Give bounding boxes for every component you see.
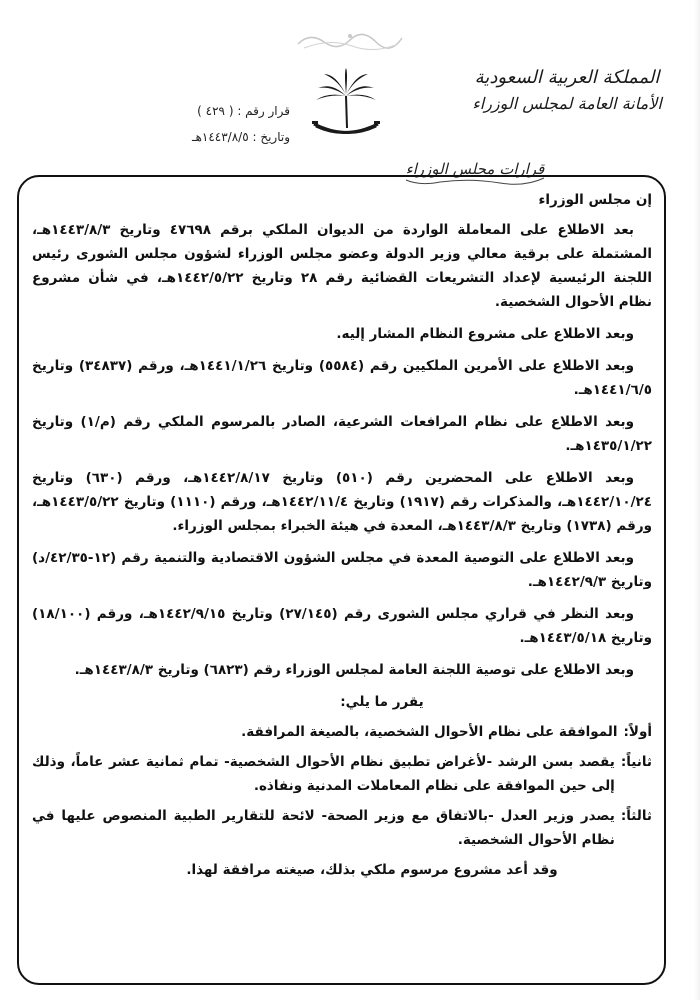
paragraph-4: وبعد الاطلاع على نظام المرافعات الشرعية، الصادر بالمرسوم الملكي رقم (م/١) وتاريخ ١٤٣٥/١/٢٢هـ.	[32, 414, 652, 454]
paragraph-5: وبعد الاطلاع على المحضرين رقم (٥١٠) وتاريخ ١٤٤٢/٨/١٧هـ، ورقم (٦٣٠) وتاريخ ١٤٤٢/١٠/٢٤هـ، والمذكرات رقم (١٩١٧) وتاريخ ١٤٤٢/١١/٤هـ، ورقم (١١١٠) وتاريخ ١٤٤٣/٥/٢٢هـ، ورقم (١٧٣٨) وتاريخ ١٤٤٣/٨/٣هـ، المعدة في هيئة الخبراء بمجلس الوزراء.	[32, 470, 653, 534]
top-watermark-mark	[290, 26, 410, 54]
decision-number-label: قرار رقم	[245, 104, 290, 118]
saudi-emblem	[308, 66, 384, 146]
clause-text: يصدر وزير العدل -بالاتفاق مع وزير الصحة- لائحة للتقارير الطبية المنصوص عليها في نظام الأحوال الشخصية.	[32, 808, 615, 848]
clause-text: الموافقة على نظام الأحوال الشخصية، بالصيغة المرافقة.	[241, 724, 618, 740]
decision-meta	[100, 98, 290, 150]
page-edge-shadow	[694, 0, 700, 1000]
decision-date-line: وتاريخ : ١٤٤٣/٨/٥هـ	[192, 130, 290, 144]
decision-number: ( ٤٢٩ )	[197, 104, 234, 118]
decision-body	[32, 188, 652, 882]
clause-3	[32, 804, 652, 852]
clause-1	[32, 720, 652, 744]
paragraph-1: بعد الاطلاع على المعاملة الواردة من الديوان الملكي برقم ٤٧٦٩٨ وتاريخ ١٤٤٣/٨/٣هـ، المشتملة على برقية معالي وزير الدولة وعضو مجلس الوزراء لشؤون مجلس الشورى رئيس اللجنة الرئيسية لإعداد التشريعات القضائية رقم ٢٨ وتاريخ ١٤٤٢/٥/٢٢هـ، في شأن مشروع نظام الأحوال الشخصية.	[32, 222, 652, 310]
header-letterhead	[462, 66, 672, 118]
clause-number: ثانياً:	[620, 754, 652, 770]
paragraph-6: وبعد الاطلاع على التوصية المعدة في مجلس الشؤون الاقتصادية والتنمية رقم (١٢-٤٢/٣٥/د) وتاريخ ١٤٤٢/٩/٣هـ.	[32, 550, 652, 590]
clause-number: أولاً:	[623, 724, 652, 740]
closing-line: وقد أعد مشروع مرسوم ملكي بذلك، صيغته مرافقة لهذا.	[186, 862, 558, 878]
paragraph-2: وبعد الاطلاع على مشروع النظام المشار إليه.	[336, 326, 634, 342]
opening-line: إن مجلس الوزراء	[538, 192, 652, 208]
paragraph-8: وبعد الاطلاع على توصية اللجنة العامة لمجلس الوزراء رقم (٦٨٢٣) وتاريخ ١٤٤٣/٨/٣هـ.	[74, 662, 634, 678]
clause-number: ثالثاً:	[620, 808, 652, 824]
paragraph-3: وبعد الاطلاع على الأمرين الملكيين رقم (٥٥٨٤) وتاريخ ١٤٤١/١/٢٦هـ، ورقم (٣٤٨٣٧) وتاريخ ١٤٤١/٦/٥هـ.	[32, 358, 652, 398]
ornament-icon	[290, 26, 410, 54]
decision-date: ١٤٤٣/٨/٥هـ	[192, 130, 249, 144]
paragraph-7: وبعد النظر في قراري مجلس الشورى رقم (٢٧/١٤٥) وتاريخ ١٤٤٢/٩/١٥هـ، ورقم (١٨/١٠٠) وتاريخ ١٤٤٣/٥/١٨هـ.	[32, 606, 652, 646]
council-decisions-label: قرارات مجلس الوزراء	[405, 160, 545, 178]
decision-number-line: قرار رقم : ( ٤٢٩ )	[197, 104, 290, 118]
clause-text: يقصد بسن الرشد -لأغراض تطبيق نظام الأحوال الشخصية- تمام ثمانية عشر عاماً، وذلك إلى حين الموافقة على نظام المعاملات المدنية ونفاذه.	[32, 754, 615, 794]
secretariat-title: الأمانة العامة لمجلس الوزراء	[472, 94, 662, 113]
kingdom-title: المملكة العربية السعودية	[474, 67, 660, 88]
palm-and-swords-emblem-icon	[308, 66, 384, 146]
clause-2	[32, 750, 652, 798]
decision-heading: يقرر ما يلي:	[340, 694, 424, 710]
decision-date-label: وتاريخ	[260, 130, 290, 144]
